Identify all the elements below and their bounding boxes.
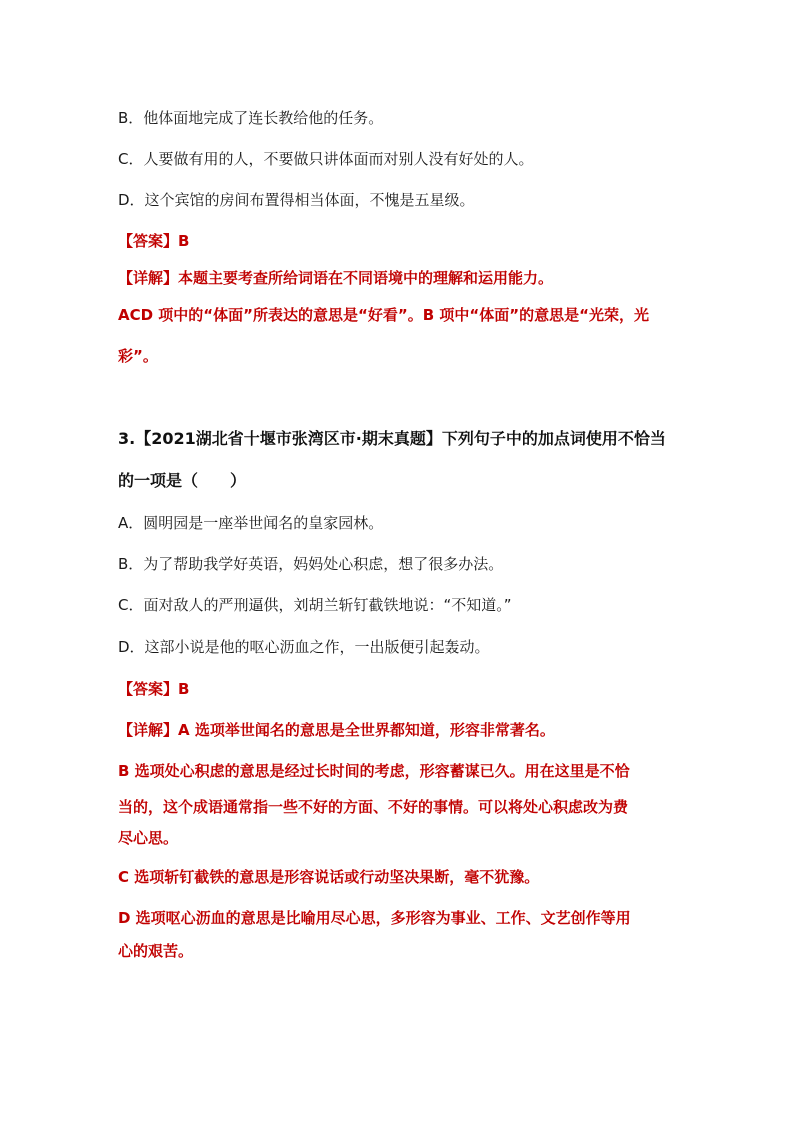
q3-detail-b-line1: B 选项处心积虑的意思是经过长时间的考虑，形容蓄谋已久。用在这里是不恰 xyxy=(118,762,630,780)
q2-option-b: B．他体面地完成了连长教给他的任务。 xyxy=(118,109,384,127)
q2-answer: 【答案】B xyxy=(118,232,190,250)
q3-stem-line2: 的一项是（ ） xyxy=(118,471,247,490)
q2-detail-line2: ACD 项中的“体面”所表达的意思是“好看”。B 项中“体面”的意思是“光荣，光 xyxy=(118,306,649,324)
q3-answer: 【答案】B xyxy=(118,680,190,698)
q3-detail-a: 【详解】A 选项举世闻名的意思是全世界都知道，形容非常著名。 xyxy=(118,721,555,739)
q3-option-b: B．为了帮助我学好英语，妈妈处心积虑，想了很多办法。 xyxy=(118,555,504,573)
q3-option-d: D．这部小说是他的呕心沥血之作，一出版便引起轰动。 xyxy=(118,638,490,656)
q3-option-a: A．圆明园是一座举世闻名的皇家园林。 xyxy=(118,514,384,532)
q3-detail-b-line2: 当的，这个成语通常指一些不好的方面、不好的事情。可以将处心积虑改为费 xyxy=(118,798,629,816)
q3-detail-b-line3: 尽心思。 xyxy=(118,829,179,847)
q3-detail-d-line1: D 选项呕心沥血的意思是比喻用尽心思，多形容为事业、工作、文艺创作等用 xyxy=(118,909,631,927)
q2-detail-line1: 【详解】本题主要考查所给词语在不同语境中的理解和运用能力。 xyxy=(118,269,554,287)
q3-detail-c: C 选项斩钉截铁的意思是形容说话或行动坚决果断，毫不犹豫。 xyxy=(118,868,540,886)
q2-detail-line3: 彩”。 xyxy=(118,347,158,365)
q2-option-d: D．这个宾馆的房间布置得相当体面，不愧是五星级。 xyxy=(118,191,475,209)
q3-stem-line1: 3.【2021湖北省十堰市张湾区市·期末真题】下列句子中的加点词使用不恰当 xyxy=(118,429,666,448)
q2-option-c: C．人要做有用的人，不要做只讲体面而对别人没有好处的人。 xyxy=(118,150,534,168)
q3-option-c: C．面对敌人的严刑逼供，刘胡兰斩钉截铁地说：“不知道。” xyxy=(118,596,512,614)
q3-detail-d-line2: 心的艰苦。 xyxy=(118,942,194,960)
